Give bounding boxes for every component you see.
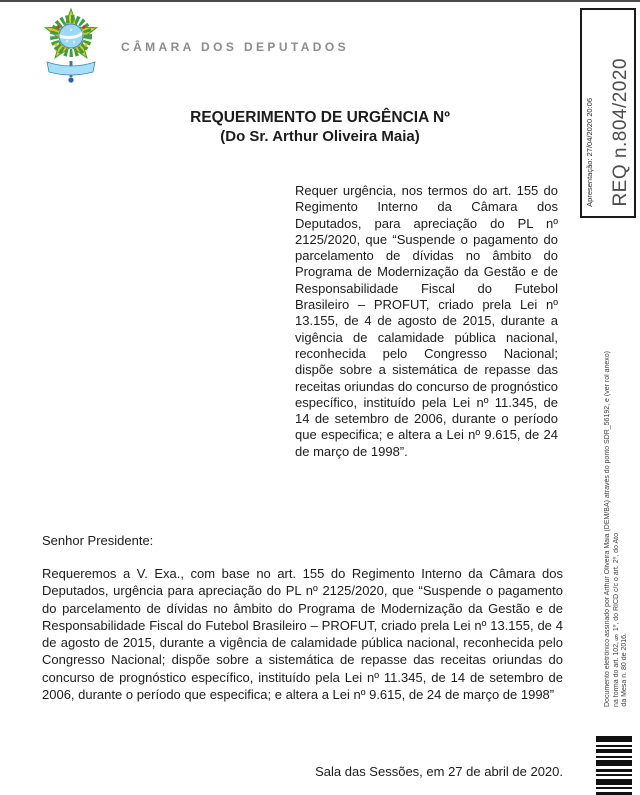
body-paragraph: Requeremos a V. Exa., com base no art. 155 do Regimento Interno da Câmara dos Deputados, urgência para apreciação do PL nº 2125/2020, que “Suspende o pagamento do parcelamento de dívidas no âmbito do Programa de Modernização da Gestão e de Responsabilidade Fiscal do Futebol Brasileiro – PROFUT, criado prela Lei nº 13.155, de 4 de agosto de 2015, durante a vigência de calamidade pública nacional, reconhecida pelo Congresso Nacional; dispõe sobre a sistemática de repasse das receitas oriundas do concurso de prognóstico específico, instituído pela Lei nº 11.345, de 14 de setembro de 2006, durante o período que especifica; e altera a Lei nº 9.615, de 24 de março de 1998”	[42, 566, 563, 703]
summary-ementa: Requer urgência, nos termos do art. 155 do Regimento Interno da Câmara dos Deputados, para apreciação do PL nº 2125/2020, que “Suspende o pagamento do parcelamento de dívidas no âmbito do Programa de Modernização da Gestão e de Responsabilidade Fiscal do Futebol Brasileiro – PROFUT, criado prela Lei nº 13.155, de 4 de agosto de 2015, durante a vigência de calamidade pública nacional, reconhecida pelo Congresso Nacional; dispõe sobre a sistemática de repasse das receitas oriundas do concurso de prognóstico específico, instituído pela Lei nº 11.345, de 14 de setembro de 2006, durante o período que especifica; e altera a Lei nº 9.615, de 24 de março de 1998”.	[295, 183, 558, 459]
presentation-timestamp: Apresentação: 27/04/2020 20:06	[585, 98, 594, 207]
closing-place-date: Sala das Sessões, em 27 de abril de 2020.	[315, 764, 563, 779]
title-block	[0, 108, 640, 146]
salutation: Senhor Presidente:	[42, 533, 154, 548]
req-number-label: REQ n.804/2020	[610, 58, 631, 207]
signature-note-line3: da Mesa n. 80 de 2016.	[621, 633, 628, 707]
document-title: REQUERIMENTO DE URGÊNCIA Nº	[190, 109, 450, 126]
barcode	[596, 736, 632, 795]
req-stamp-box	[580, 8, 636, 218]
brazil-coat-of-arms-icon	[38, 7, 104, 87]
org-name: CÂMARA DOS DEPUTADOS	[121, 40, 350, 54]
document-author: (Do Sr. Arthur Oliveira Maia)	[220, 128, 420, 145]
window-top-edge	[0, 0, 640, 2]
signature-note-line2: na forma do art. 102, § 1º, do RICD c/c o art. 2º, do Ato	[613, 533, 620, 707]
signature-note-line1: Documento eletrônico assinado por Arthur Oliveira Maia (DEM/BA) através do ponto SDR_56192, e (ver rol anexo)	[604, 350, 611, 707]
